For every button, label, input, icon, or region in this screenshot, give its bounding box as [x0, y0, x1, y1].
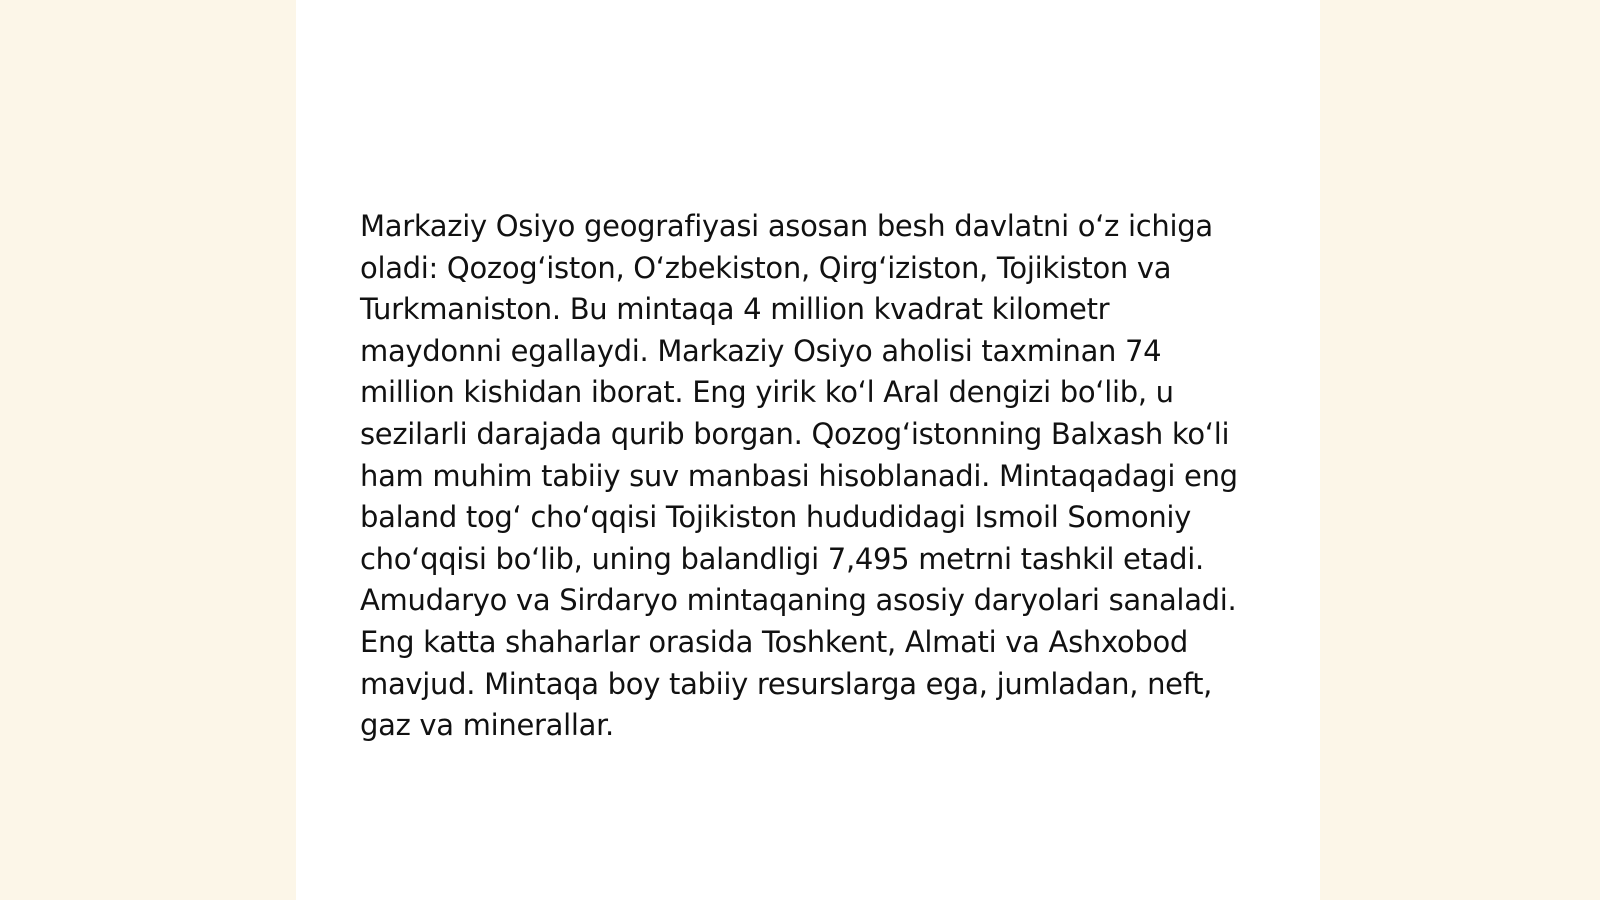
- document-page: [296, 0, 1320, 900]
- body-paragraph: Markaziy Osiyo geografiyasi asosan besh davlatni oʻz ichiga oladi: Qozogʻiston, Oʻzbekiston, Qirgʻiziston, Tojikiston va Turkmaniston. Bu mintaqa 4 million kvadrat kilometr maydonni egallaydi. Markaziy Osiyo aholisi taxminan 74 million kishidan iborat. Eng yirik koʻl Aral dengizi boʻlib, u sezilarli darajada qurib borgan. Qozogʻistonning Balxash koʻli ham muhim tabiiy suv manbasi hisoblanadi. Mintaqadagi eng baland togʻ choʻqqisi Tojikiston hududidagi Ismoil Somoniy choʻqqisi boʻlib, uning balandligi 7,495 metrni tashkil etadi. Amudaryo va Sirdaryo mintaqaning asosiy daryolari sanaladi. Eng katta shaharlar orasida Toshkent, Almati va Ashxobod mavjud. Mintaqa boy tabiiy resurslarga ega, jumladan, neft, gaz va minerallar.: [360, 209, 1238, 743]
